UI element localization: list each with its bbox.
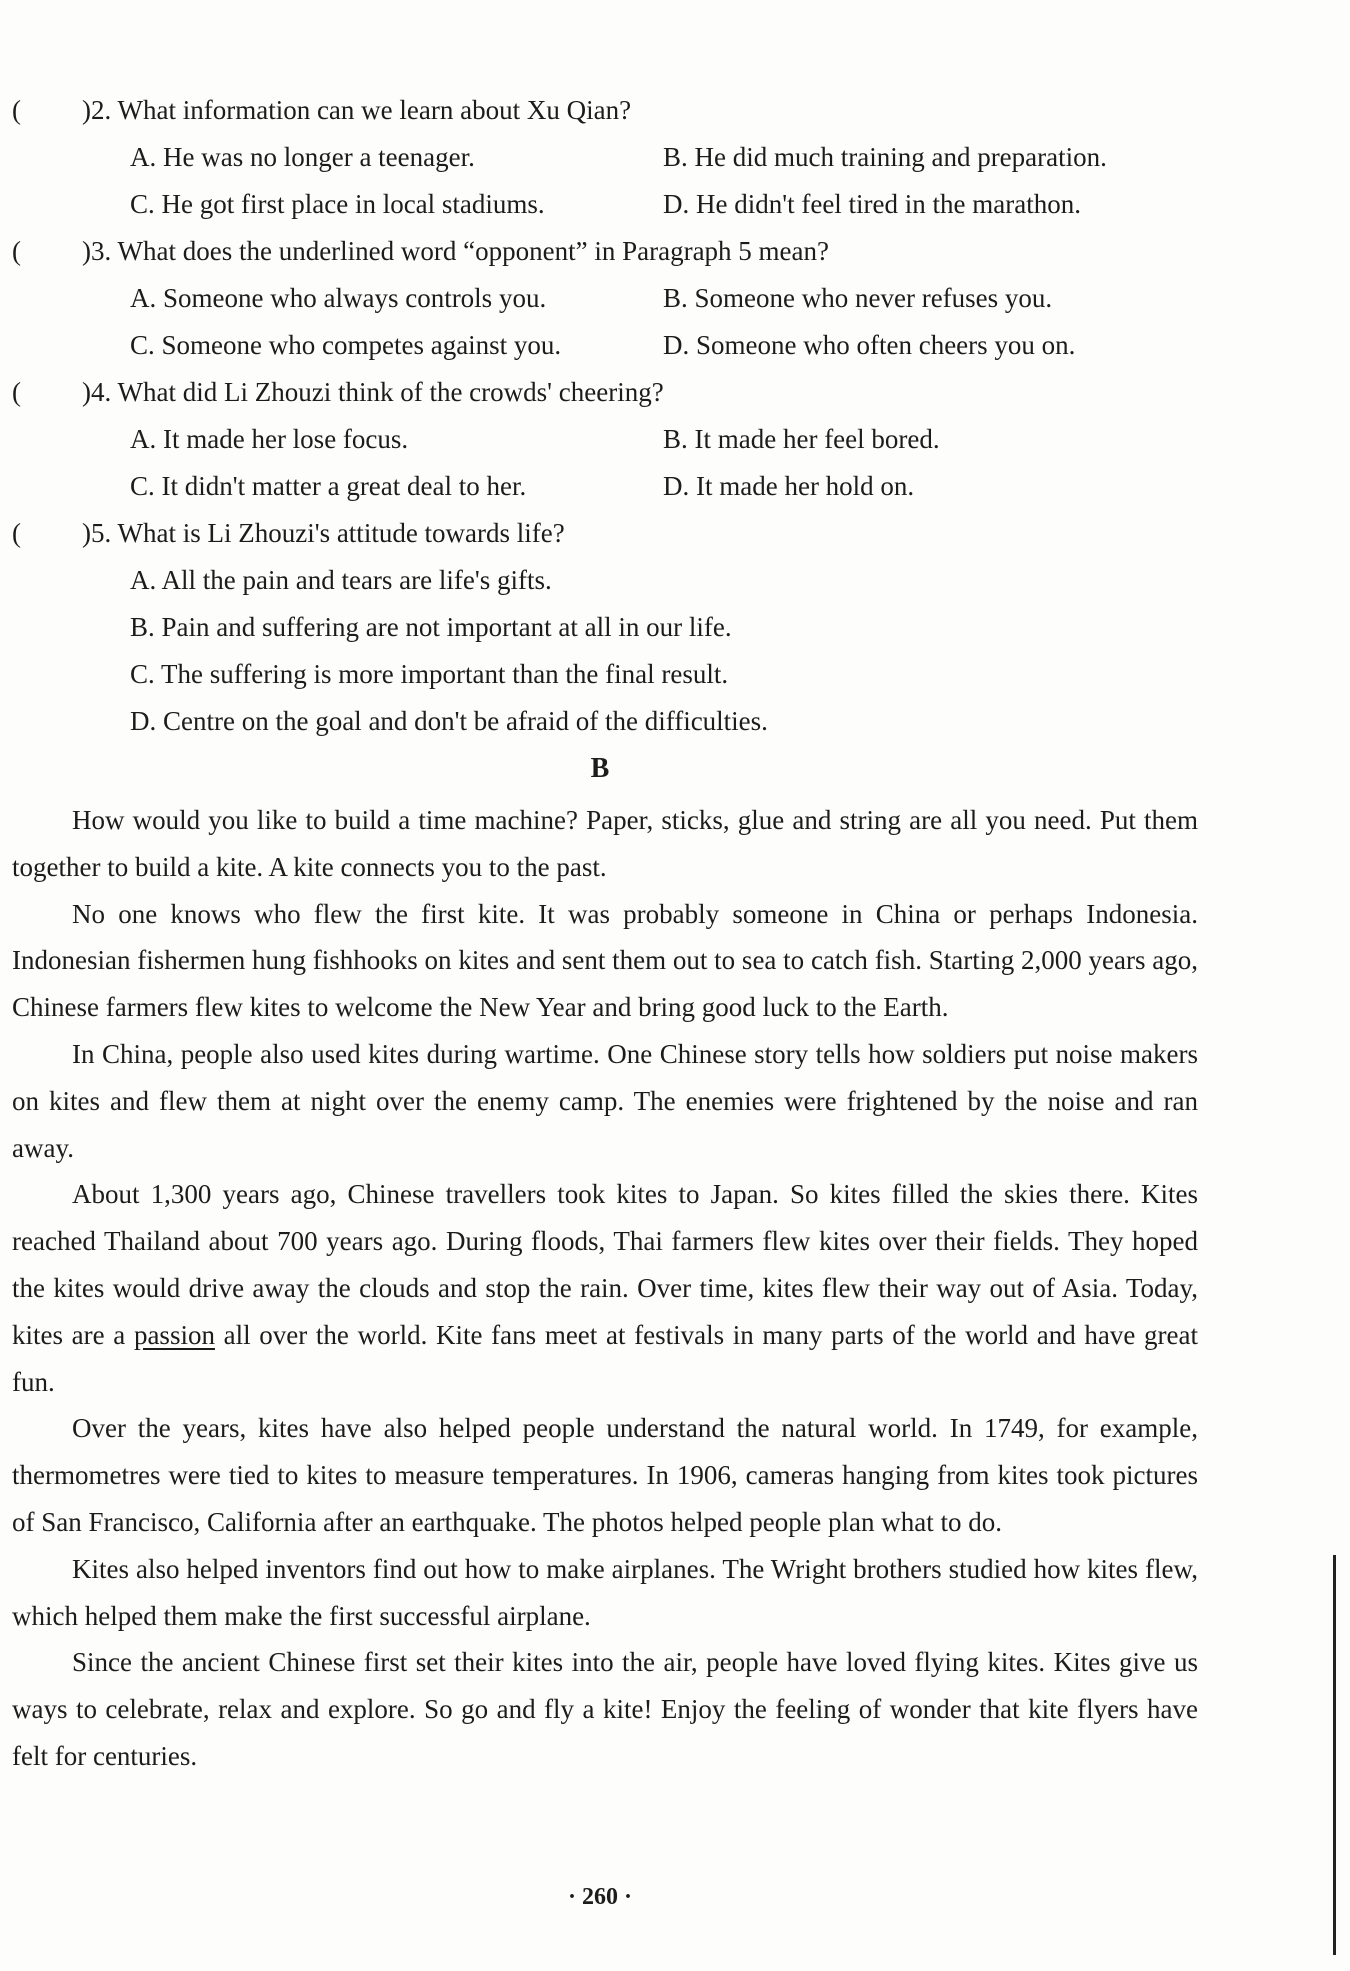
question-text: )2. What information can we learn about Xu Qian?: [82, 95, 632, 125]
option-a: A. He was no longer a teenager.: [130, 142, 475, 172]
option-c: C. The suffering is more important than the final result.: [130, 659, 729, 689]
option-b: B. Pain and suffering are not important at all in our life.: [130, 612, 732, 642]
paragraph: No one knows who flew the first kite. It was probably someone in China or perhaps Indonesia. Indonesian fishermen hung fishhooks on kites and sent them out to sea to catch fish. Starting 2,000 years ago, Chinese farmers flew kites to welcome the New Year and bring good luck to the Earth.: [12, 898, 1198, 1023]
option-b: B. It made her feel bored.: [663, 424, 940, 454]
question-text: )3. What does the underlined word “opponent” in Paragraph 5 mean?: [82, 236, 830, 266]
reading-passage: [12, 797, 1198, 1780]
option-d: D. Someone who often cheers you on.: [663, 330, 1076, 360]
underlined-word: passion: [133, 1319, 215, 1350]
paragraph: Since the ancient Chinese first set their kites into the air, people have loved flying kites. Kites give us ways to celebrate, relax and explore. So go and fly a kite! Enjoy the feeling of wonder that kite flyers have felt for centuries.: [12, 1647, 1198, 1771]
question-text: )4. What did Li Zhouzi think of the crowds' cheering?: [82, 377, 664, 407]
option-a: A. It made her lose focus.: [130, 424, 409, 454]
section-heading: B: [590, 753, 610, 784]
question-text: )5. What is Li Zhouzi's attitude towards life?: [82, 518, 565, 548]
option-a: A. Someone who always controls you.: [130, 283, 547, 313]
option-c: C. He got first place in local stadiums.: [130, 189, 545, 219]
paragraph: Over the years, kites have also helped people understand the natural world. In 1749, for example, thermometres were tied to kites to measure temperatures. In 1906, cameras hanging from kites took pictures of San Francisco, California after an earthquake. The photos helped people plan what to do.: [12, 1413, 1198, 1537]
option-b: B. Someone who never refuses you.: [663, 283, 1053, 313]
answer-blank: (: [12, 95, 21, 125]
option-c: C. It didn't matter a great deal to her.: [130, 471, 527, 501]
paragraph: [12, 1171, 1198, 1405]
paragraph-text: all over the world. Kite fans meet at festivals in many parts of the world and have great fun.: [12, 1319, 1198, 1397]
answer-blank: (: [12, 377, 21, 407]
answer-blank: (: [12, 236, 21, 266]
paragraph: In China, people also used kites during wartime. One Chinese story tells how soldiers put noise makers on kites and flew them at night over the enemy camp. The enemies were frightened by the noise and ran away.: [12, 1038, 1198, 1163]
option-b: B. He did much training and preparation.: [663, 142, 1107, 172]
paragraph-text: About 1,300 years ago, Chinese travellers took kites to Japan. So kites filled the skies there. Kites reached Thailand about 700 years ago. During floods, Thai farmers flew kites over their fields. They hoped the kites would drive away the clouds and stop the rain. Over time, kites flew their way out of Asia. Today, kites are a: [12, 1179, 1198, 1350]
scan-edge-line: [1333, 1555, 1336, 1955]
paragraph: Kites also helped inventors find out how to make airplanes. The Wright brothers studied how kites flew, which helped them make the first successful airplane.: [12, 1553, 1198, 1631]
option-d: D. Centre on the goal and don't be afraid of the difficulties.: [130, 706, 768, 736]
answer-blank: (: [12, 518, 21, 548]
option-c: C. Someone who competes against you.: [130, 330, 562, 360]
page-number: · 260 ·: [567, 1884, 632, 1910]
paragraph: How would you like to build a time machine? Paper, sticks, glue and string are all you need. Put them together to build a kite. A kite connects you to the past.: [12, 805, 1198, 882]
option-a: A. All the pain and tears are life's gifts.: [130, 565, 552, 595]
option-d: D. It made her hold on.: [663, 471, 915, 501]
option-d: D. He didn't feel tired in the marathon.: [663, 189, 1081, 219]
